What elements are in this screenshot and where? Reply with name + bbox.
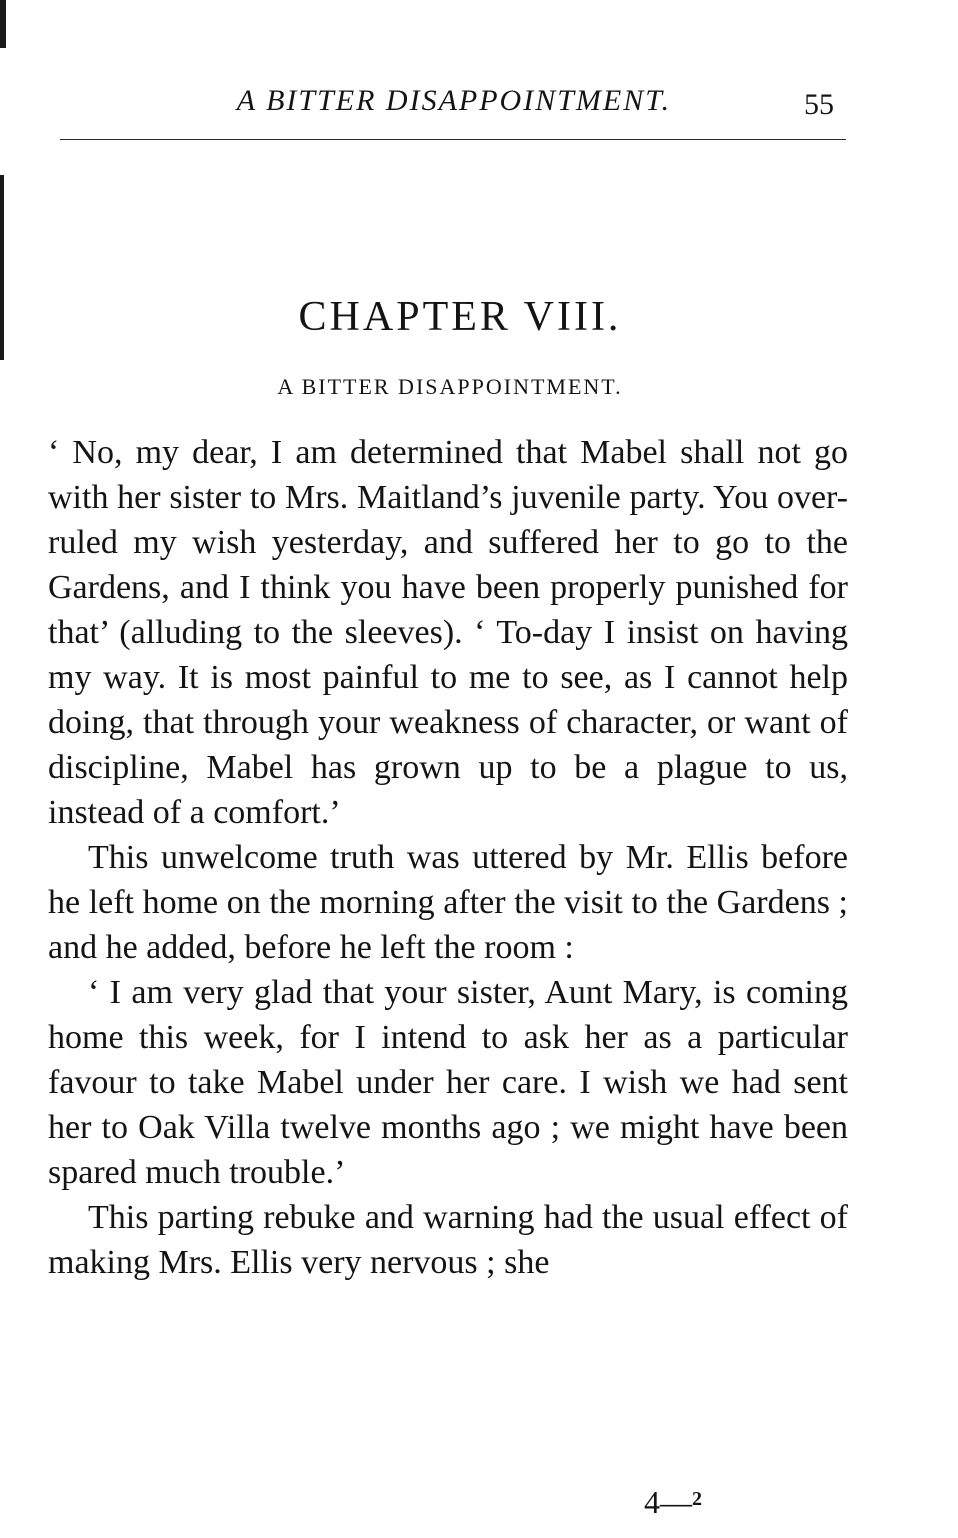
body-text: [48, 430, 848, 1285]
chapter-title: CHAPTER VIII.: [298, 294, 622, 340]
page-number: 55: [804, 88, 834, 121]
running-head-title: A BITTER DISAPPOINTMENT.: [236, 84, 672, 117]
page-edge-mark-top: [0, 0, 6, 48]
paragraph-4: This parting rebuke and warning had the usual effect of making Mrs. Ellis very nervous ; she: [48, 1199, 848, 1281]
signature-sup: 2: [692, 1488, 702, 1510]
header-rule: [60, 139, 846, 140]
signature-main: 4—: [644, 1484, 692, 1520]
paragraph-1: ‘ No, my dear, I am determined that Mabel shall not go with her sister to Mrs. Maitland’s juvenile party. You over-ruled my wish yesterday, and suffered her to go to the Gardens, and I think you have been properly punished for that’ (alluding to the sleeves). ‘ To-day I insist on having my way. It is most painful to me to see, as I cannot help doing, that through your weakness of character, or want of discipline, Mabel has grown up to be a plague to us, instead of a comfort.’: [48, 434, 848, 831]
chapter-subtitle: A BITTER DISAPPOINTMENT.: [277, 374, 623, 399]
paragraph-3: ‘ I am very glad that your sister, Aunt Mary, is coming home this week, for I intend to ask her as a particular favour to take Mabel under her care. I wish we had sent her to Oak Villa twelve months ago ; we might have been spared much trouble.’: [48, 974, 848, 1191]
signature-mark: [644, 1484, 702, 1521]
paragraph-2: This unwelcome truth was uttered by Mr. Ellis before he left home on the morning after the visit to the Gardens ; and he added, before he left the room :: [48, 839, 848, 966]
